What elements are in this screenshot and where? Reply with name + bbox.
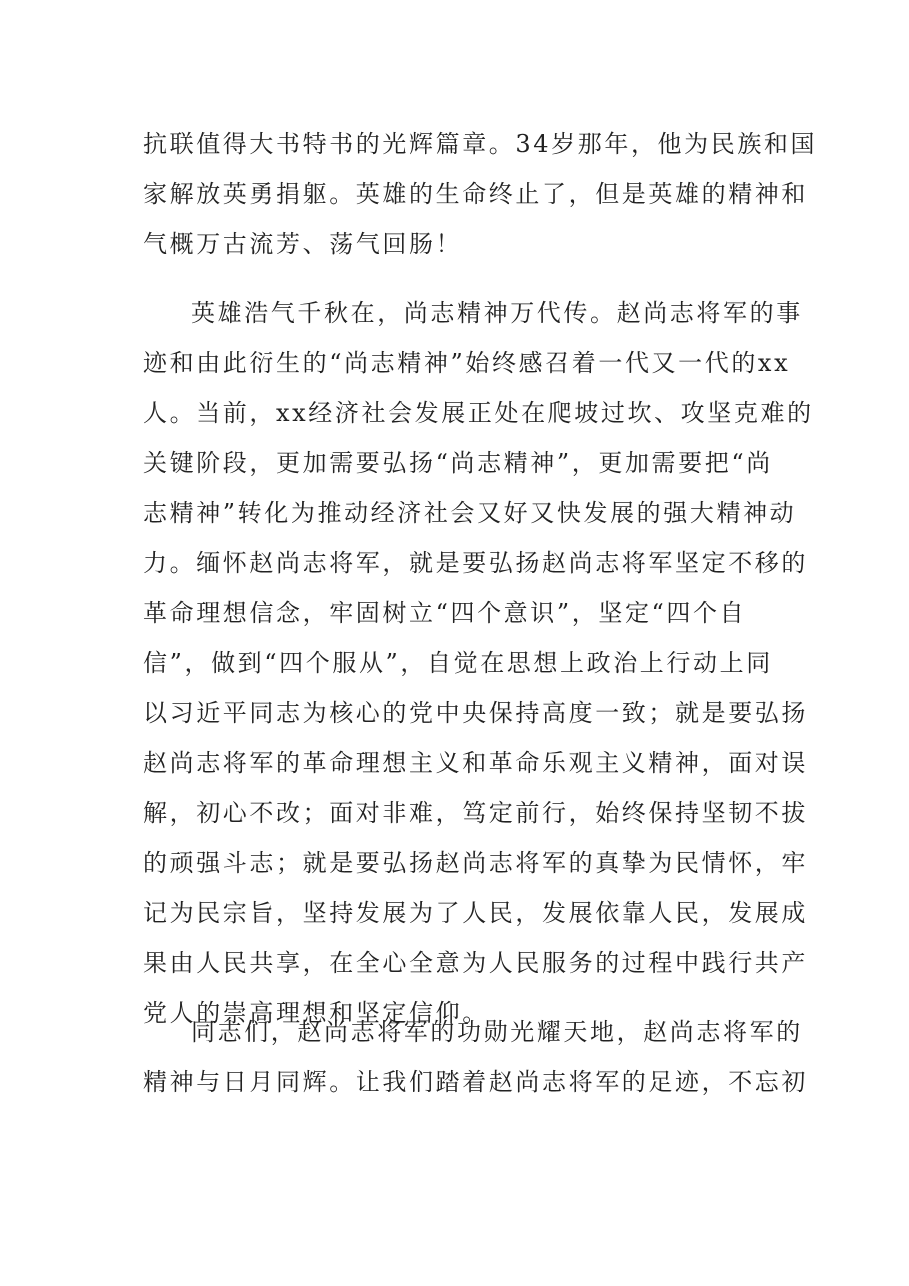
paragraph-2-line-13: 记为民宗旨，坚持发展为了人民，发展依靠人民，发展成	[143, 899, 808, 927]
paragraph-2-line-9: 以习近平同志为核心的党中央保持高度一致；就是要弘扬	[143, 699, 808, 727]
paragraph-2-line-5: 志精神”转化为推动经济社会又好又快发展的强大精神动	[143, 499, 797, 527]
paragraph-2-line-14: 果由人民共享，在全心全意为人民服务的过程中践行共产	[143, 949, 808, 977]
paragraph-2-line-4: 关键阶段，更加需要弘扬“尚志精神”，更加需要把“尚	[143, 449, 773, 477]
paragraph-2-line-7: 革命理想信念，牢固树立“四个意识”，坚定“四个自	[143, 599, 747, 627]
paragraph-2-line-2: 迹和由此衍生的“尚志精神”始终感召着一代又一代的xx	[143, 349, 791, 377]
paragraph-2-line-15: 党人的崇高理想和坚定信仰。	[143, 999, 489, 1027]
paragraph-2-line-1: 英雄浩气千秋在，尚志精神万代传。赵尚志将军的事	[191, 299, 803, 327]
paragraph-2-line-6: 力。缅怀赵尚志将军，就是要弘扬赵尚志将军坚定不移的	[143, 549, 808, 577]
paragraph-2-line-11: 解，初心不改；面对非难，笃定前行，始终保持坚韧不拔	[143, 799, 808, 827]
paragraph-1-line-3: 气概万古流芳、荡气回肠！	[143, 230, 463, 258]
paragraph-3-line-1: 同志们，赵尚志将军的功勋光耀天地，赵尚志将军的	[191, 1018, 803, 1046]
paragraph-3-line-2: 精神与日月同辉。让我们踏着赵尚志将军的足迹，不忘初	[143, 1068, 808, 1096]
paragraph-2-line-10: 赵尚志将军的革命理想主义和革命乐观主义精神，面对误	[143, 749, 808, 777]
paragraph-1-line-1: 抗联值得大书特书的光辉篇章。34岁那年，他为民族和国	[143, 130, 818, 158]
paragraph-2-line-3: 人。当前，xx经济社会发展正处在爬坡过坎、攻坚克难的	[143, 399, 814, 427]
paragraph-2-line-8: 信”，做到“四个服从”，自觉在思想上政治上行动上同	[143, 649, 773, 677]
paragraph-1-line-2: 家解放英勇捐躯。英雄的生命终止了，但是英雄的精神和	[143, 180, 808, 208]
paragraph-2-line-12: 的顽强斗志；就是要弘扬赵尚志将军的真挚为民情怀，牢	[143, 849, 808, 877]
